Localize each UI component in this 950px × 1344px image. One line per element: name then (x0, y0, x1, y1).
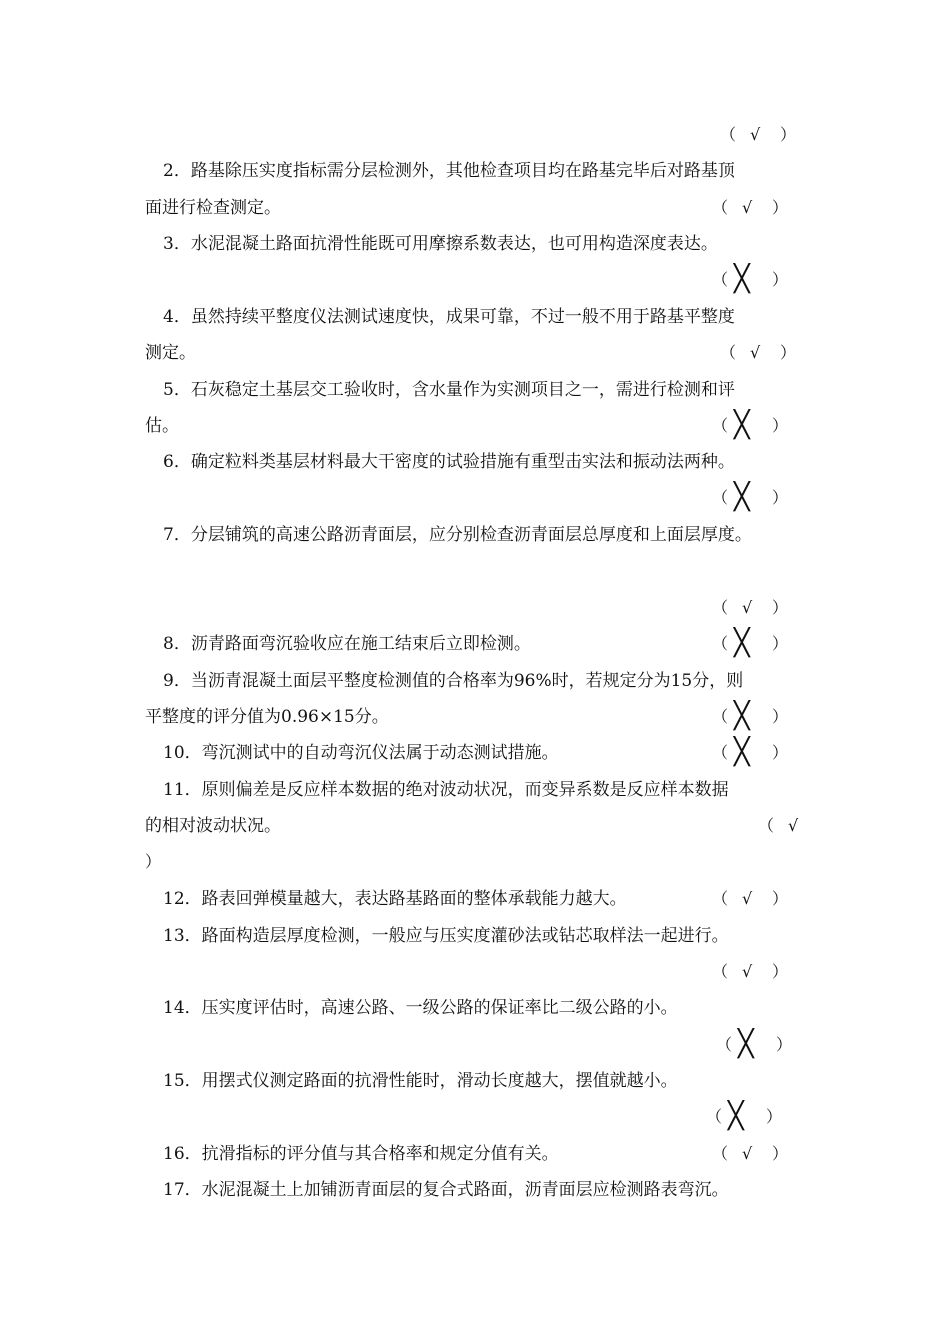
answer-mark (720, 120, 800, 150)
open-paren: （ (712, 743, 729, 762)
check-icon: √ (750, 343, 761, 362)
check-icon: √ (742, 962, 753, 981)
answer-mark (716, 1030, 796, 1060)
close-paren: ） (780, 125, 797, 144)
question-line (0, 884, 950, 914)
cross-icon: ╳ (734, 410, 750, 440)
answer-mark (712, 884, 792, 914)
question-line (0, 1066, 950, 1096)
answer-mark (712, 265, 792, 295)
question-line (0, 702, 950, 732)
question-line (0, 629, 950, 659)
question-text: 16．抗滑指标的评分值与其合格率和规定分值有关。 (163, 1144, 559, 1164)
question-line (0, 921, 950, 951)
question-line (0, 738, 950, 768)
cross-icon: ╳ (734, 264, 750, 294)
question-text: 2．路基除压实度指标需分层检测外，其他检查项目均在路基完毕后对路基顶 (163, 161, 735, 181)
question-line (0, 302, 950, 332)
close-paren: ） (772, 743, 789, 762)
cross-icon: ╳ (728, 1101, 744, 1131)
question-text: 的相对波动状况。 (145, 816, 281, 836)
check-icon: √ (742, 1144, 753, 1163)
question-text: 测定。 (145, 343, 196, 363)
question-line (0, 338, 950, 368)
question-text: 13．路面构造层厚度检测，一般应与压实度灌砂法或钻芯取样法一起进行。 (163, 926, 729, 946)
question-line (0, 775, 950, 805)
close-paren: ） (772, 962, 789, 981)
cross-icon: ╳ (734, 737, 750, 767)
close-paren: ） (772, 1144, 789, 1163)
question-text: 面进行检查测定。 (145, 198, 281, 218)
answer-mark (712, 411, 792, 441)
answer-mark (712, 629, 792, 659)
question-line (0, 447, 950, 477)
question-line (0, 156, 950, 186)
cross-icon: ╳ (738, 1029, 754, 1059)
question-text: 6．确定粒料类基层材料最大干密度的试验措施有重型击实法和振动法两种。 (163, 452, 735, 472)
open-paren: （ (720, 125, 737, 144)
question-text: 4．虽然持续平整度仪法测试速度快，成果可靠，不过一般不用于路基平整度 (163, 307, 735, 327)
cross-icon: ╳ (734, 628, 750, 658)
question-line (0, 993, 950, 1023)
answer-mark (712, 957, 792, 987)
close-paren: ） (772, 889, 789, 908)
close-paren: ） (780, 343, 797, 362)
close-paren: ） (772, 198, 789, 217)
check-icon: √ (788, 816, 799, 835)
close-paren: ） (772, 598, 789, 617)
open-paren: （ (712, 1144, 729, 1163)
close-paren: ） (772, 634, 789, 653)
question-line (0, 1175, 950, 1205)
answer-mark (712, 738, 792, 768)
close-paren: ） (772, 488, 789, 507)
close-paren: ） (772, 707, 789, 726)
answer-mark (706, 1102, 786, 1132)
question-text: 3．水泥混凝土路面抗滑性能既可用摩擦系数表达，也可用构造深度表达。 (163, 234, 718, 254)
check-icon: √ (742, 889, 753, 908)
answer-mark (712, 1139, 792, 1169)
answer-mark (712, 483, 792, 513)
close-paren: ） (145, 852, 162, 871)
question-line (0, 375, 950, 405)
open-paren: （ (712, 962, 729, 981)
open-paren: （ (712, 198, 729, 217)
question-text: 7．分层铺筑的高速公路沥青面层，应分别检查沥青面层总厚度和上面层厚度。 (163, 525, 752, 545)
question-text: 17．水泥混凝土上加铺沥青面层的复合式路面，沥青面层应检测路表弯沉。 (163, 1180, 729, 1200)
answer-mark (712, 193, 792, 223)
question-text: 平整度的评分值为0.96×15分。 (145, 707, 389, 727)
question-line (0, 666, 950, 696)
question-text: 8．沥青路面弯沉验收应在施工结束后立即检测。 (163, 634, 531, 654)
close-paren: ） (776, 1035, 793, 1054)
open-paren: （ (712, 889, 729, 908)
open-paren: （ (712, 707, 729, 726)
question-text: 9．当沥青混凝土面层平整度检测值的合格率为96%时，若规定分为15分，则 (163, 671, 744, 691)
question-text: 14．压实度评估时，高速公路、一级公路的保证率比二级公路的小。 (163, 998, 678, 1018)
question-text: 5．石灰稳定土基层交工验收时，含水量作为实测项目之一，需进行检测和评 (163, 380, 735, 400)
question-text: 15．用摆式仪测定路面的抗滑性能时，滑动长度越大，摆值就越小。 (163, 1071, 678, 1091)
check-icon: √ (750, 125, 761, 144)
open-paren: （ (712, 634, 729, 653)
open-paren: （ (720, 343, 737, 362)
question-text: 估。 (145, 416, 179, 436)
question-line (0, 520, 950, 550)
question-line (0, 411, 950, 441)
cross-icon: ╳ (734, 701, 750, 731)
open-paren: （ (712, 416, 729, 435)
open-paren: （ (758, 816, 775, 835)
open-paren: （ (712, 598, 729, 617)
question-line (0, 193, 950, 223)
check-icon: √ (742, 198, 753, 217)
open-paren: （ (712, 488, 729, 507)
open-paren: （ (706, 1107, 723, 1126)
question-text: 12．路表回弹模量越大，表达路基路面的整体承载能力越大。 (163, 889, 627, 909)
close-paren: ） (772, 270, 789, 289)
close-paren: ） (766, 1107, 783, 1126)
check-icon: √ (742, 598, 753, 617)
cross-icon: ╳ (734, 482, 750, 512)
question-line (0, 1139, 950, 1169)
question-text: 10．弯沉测试中的自动弯沉仪法属于动态测试措施。 (163, 743, 559, 763)
question-text: 11．原则偏差是反应样本数据的绝对波动状况，而变异系数是反应样本数据 (163, 780, 729, 800)
answer-mark (720, 338, 800, 368)
open-paren: （ (712, 270, 729, 289)
answer-mark (712, 593, 792, 623)
close-paren: ） (772, 416, 789, 435)
question-line (0, 229, 950, 259)
open-paren: （ (716, 1035, 733, 1054)
answer-mark (712, 702, 792, 732)
